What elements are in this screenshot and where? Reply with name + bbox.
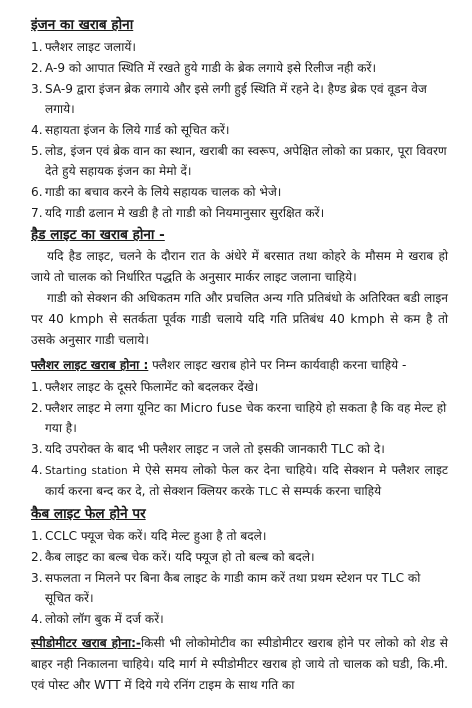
list-item: 2. फ्लैशर लाइट मे लगा यूनिट का Micro fuse चेक करना चाहिये हो सकता है कि वह मेल्ट हो गया है। <box>31 401 447 435</box>
engine-failure-list <box>31 37 448 223</box>
list-item: 2. कैब लाइट का बल्ब चेक करें। यदि फ्यूज हो तो बल्ब को बदले। <box>31 550 315 564</box>
list-item: 4. लोको लॉग बुक में दर्ज करें। <box>31 612 164 626</box>
section-heading-flasher-light: फ्लैशर लाइट खराब होना : <box>31 358 149 372</box>
list-item: 4. Starting station मे ऐसे समय लोको फेल कर देना चाहिये। यदि सेक्शन मे फ्लैशर लाइट कार्य करना बन्द कर दे, तो सेक्शन क्लियर करके TLC से सम्पर्क करना चाहिये <box>31 463 448 498</box>
flasher-light-intro: फ्लैशर लाइट खराब होना : फ्लैशर लाइट खराब होने पर निम्न कार्यवाही करना चाहिये - <box>31 358 407 372</box>
section-heading-speedometer: स्पीडोमीटर खराब होना:- <box>31 636 141 650</box>
flasher-light-list <box>31 377 448 502</box>
head-light-paragraph-2: गाडी को सेक्शन की अधिकतम गति और प्रचलित अन्य गति प्रतिबंधो के अतिरिक्त बडी लाइन पर 40 kmph से सतर्कता पूर्वक गाडी चलाये यदि गति प्रतिबंध 40 kmph से कम है तो उसके अनुसार गाडी चलाये। <box>31 291 448 347</box>
list-item: 5. लोड, इंजन एवं ब्रेक वान का स्थान, खराबी का स्वरूप, अपेक्षित लोको का प्रकार, पूरा विवरण देते हुये सहायक इंजन का मेमो दें। <box>31 144 447 178</box>
list-item: 1. फ्लैशर लाइट के दूसरे फिलामेंट को बदलकर देंखे। <box>31 380 259 394</box>
speedometer-paragraph: स्पीडोमीटर खराब होना:-किसी भी लोकोमोटीव का स्पीडोमीटर खराब होने पर लोको को शेड से बाहर नही निकालना चाहिये। यदि मार्ग मे स्पीडोमीटर खराब हो जाये तो चालक को घडी, कि.मी. एवं पोस्ट और WTT में दिये गये रनिंग टाइम के साथ गति का <box>31 636 448 692</box>
list-item: 3. SA-9 द्वारा इंजन ब्रेक लगाये और इसे लगी हुई स्थिति में रहने दे। हैण्ड ब्रेक एवं वूडन वेज लगाये। <box>31 82 427 116</box>
list-item: 4. सहायता इंजन के लिये गार्ड को सूचित करें। <box>31 123 230 137</box>
section-heading-head-light: हैड लाइट का खराब होना - <box>31 227 165 243</box>
list-item: 3. यदि उपरोक्त के बाद भी फ्लैशर लाइट न जले तो इसकी जानकारी TLC को दे। <box>31 442 385 456</box>
list-item: 3. सफलता न मिलने पर बिना कैब लाइट के गाडी काम करें तथा प्रथम स्टेशन पर TLC को सूचित करें। <box>31 571 421 605</box>
list-item: 1. CCLC फ्यूज चेक करें। यदि मेल्ट हुआ है तो बदले। <box>31 529 267 543</box>
list-item: 6. गाडी का बचाव करने के लिये सहायक चालक को भेजे। <box>31 185 282 199</box>
section-heading-engine-failure: इंजन का खराब होना <box>31 17 134 33</box>
cab-light-list <box>31 526 448 629</box>
section-heading-cab-light: कैब लाइट फेल होने पर <box>31 506 146 522</box>
head-light-paragraph-1: यदि हैड लाइट, चलने के दौरान रात के अंधेरे में बरसात तथा कोहरे के मौसम मे खराब हो जाये तो चालक को निर्धारित पद्धति के अनुसार मार्कर लाइट जलाना चाहिये। <box>31 249 448 284</box>
list-item: 2. A-9 को आपात स्थिति में रखते हुये गाडी के ब्रेक लगाये इसे रिलीज नही करें। <box>31 61 377 75</box>
list-item: 1. फ्लैशर लाइट जलायें। <box>31 40 136 54</box>
list-item: 7. यदि गाडी ढलान मे खडी है तो गाडी को नियमानुसार सुरक्षित करें। <box>31 206 325 220</box>
